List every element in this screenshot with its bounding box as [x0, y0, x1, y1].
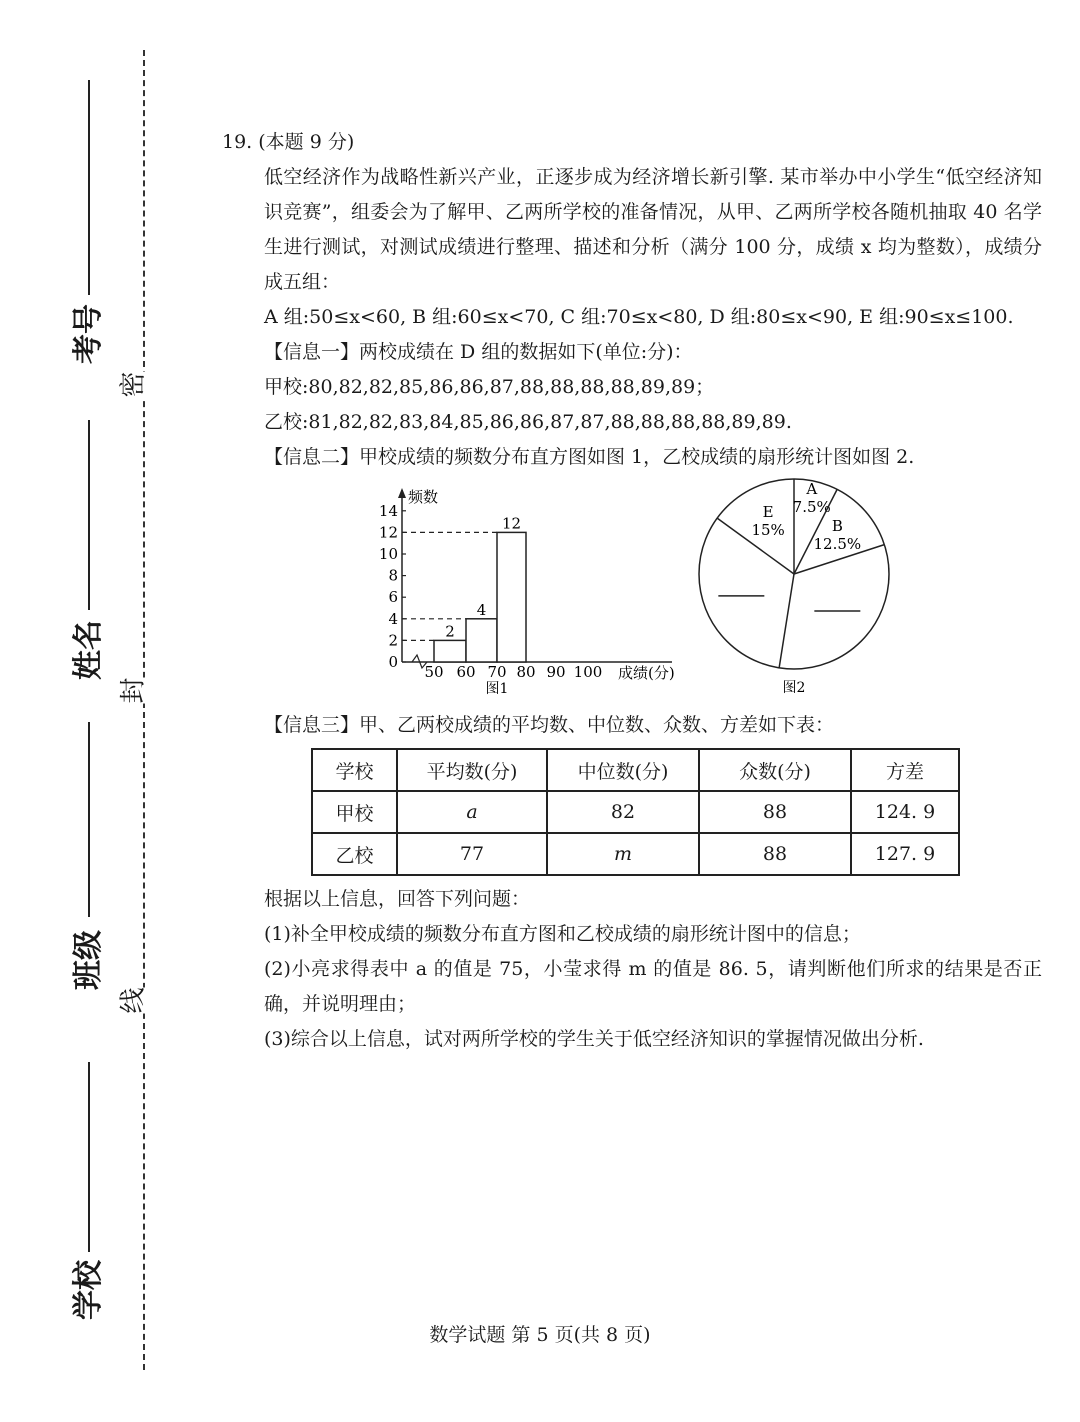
class-label: 班级 — [71, 930, 106, 990]
pie-figure — [690, 478, 910, 698]
bar-value-label: 12 — [501, 514, 522, 533]
x-axis-label: 成绩(分) — [618, 664, 675, 682]
exam-number-label: 考号 — [71, 304, 106, 364]
y-tick-label: 4 — [388, 609, 398, 628]
stats-table — [311, 748, 960, 876]
table-header-row — [312, 749, 959, 791]
name-label: 姓名 — [71, 620, 106, 680]
sub-question-2: (2)小亮求得表中 a 的值是 75，小莹求得 m 的值是 86. 5，请判断他们所求的结果是否正确，并说明理由； — [264, 958, 1042, 1015]
info1-title: 【信息一】两校成绩在 D 组的数据如下(单位:分)： — [264, 341, 693, 363]
sub-question-1: (1)补全甲校成绩的频数分布直方图和乙校成绩的扇形统计图中的信息； — [264, 923, 861, 945]
y-tick-label: 2 — [388, 631, 398, 650]
header-mode: 众数(分) — [699, 749, 851, 791]
y-tick-label: 8 — [388, 566, 398, 585]
pie-slice-label: B — [831, 516, 843, 535]
histogram-bar — [466, 619, 497, 662]
cell-mean: a — [397, 791, 547, 833]
sub-question-3: (3)综合以上信息，试对两所学校的学生关于低空经济知识的掌握情况做出分析. — [264, 1028, 924, 1050]
chart-title: 图1 — [485, 681, 509, 697]
cell-median: m — [547, 833, 699, 875]
y-tick-label: 0 — [388, 653, 398, 671]
prompt: 根据以上信息，回答下列问题： — [264, 888, 531, 910]
y-tick-label: 14 — [378, 501, 398, 520]
question-intro: 低空经济作为战略性新兴产业，正逐步成为经济增长新引擎. 某市举办中小学生“低空经济知识竞赛”，组委会为了解甲、乙两所学校的准备情况，从甲、乙两所学校各随机抽取 40 名学生进行测试，对测试成绩进行整理、描述和分析（满分 100 分，成绩 x 均为整数），成绩分成五组： — [264, 166, 1042, 293]
table-row — [312, 791, 959, 833]
table-row — [312, 833, 959, 875]
pie-slice-label: E — [762, 503, 774, 522]
header-mean: 平均数(分) — [397, 749, 547, 791]
info3-block — [222, 708, 1042, 743]
x-tick-label: 80 — [516, 663, 536, 681]
school-label: 学校 — [71, 1260, 106, 1320]
binding-margin — [0, 0, 190, 1422]
x-tick-label: 90 — [546, 663, 566, 681]
cell-school: 乙校 — [312, 833, 397, 875]
x-tick-label: 100 — [573, 663, 603, 681]
y-tick-label: 6 — [388, 588, 398, 607]
sub-questions — [222, 882, 1042, 1057]
cell-variance: 127. 9 — [851, 833, 959, 875]
info1-jia: 甲校:80,82,82,85,86,86,87,88,88,88,88,89,89； — [264, 376, 715, 398]
histogram-figure — [372, 478, 702, 698]
info3: 【信息三】甲、乙两校成绩的平均数、中位数、众数、方差如下表： — [264, 714, 835, 736]
header-school: 学校 — [312, 749, 397, 791]
y-axis-label: 频数 — [408, 488, 439, 506]
cell-mean: 77 — [397, 833, 547, 875]
header-variance: 方差 — [851, 749, 959, 791]
info1-yi: 乙校:81,82,82,83,84,85,86,86,87,87,88,88,88,88,89,89. — [264, 411, 792, 433]
bar-value-label: 4 — [476, 600, 487, 619]
pie-slice-label: A — [806, 480, 818, 499]
chart-title: 图2 — [782, 680, 806, 696]
question-body — [222, 125, 1042, 475]
x-tick-label: 50 — [424, 663, 444, 681]
exam-number-line — [88, 80, 90, 295]
seal-dashed-line — [143, 50, 145, 1370]
name-line — [88, 420, 90, 610]
histogram-bar — [434, 640, 466, 662]
seal-xian: 线 — [109, 987, 154, 1013]
y-tick-label: 10 — [378, 545, 398, 563]
school-line — [88, 1062, 90, 1252]
pie-slice-percent: 12.5% — [813, 534, 862, 553]
x-tick-label: 60 — [456, 663, 476, 681]
cell-variance: 124. 9 — [851, 791, 959, 833]
score-groups: A 组:50≤x<60, B 组:60≤x<70, C 组:70≤x<80, D 组:80≤x<90, E 组:90≤x≤100. — [264, 306, 1014, 328]
seal-mi: 密 — [109, 371, 154, 397]
cell-school: 甲校 — [312, 791, 397, 833]
info2: 【信息二】甲校成绩的频数分布直方图如图 1，乙校成绩的扇形统计图如图 2. — [264, 446, 915, 468]
bar-value-label: 2 — [445, 622, 455, 641]
cell-mode: 88 — [699, 791, 851, 833]
pie-slice-percent: 7.5% — [792, 498, 831, 517]
header-median: 中位数(分) — [547, 749, 699, 791]
x-tick-label: 70 — [487, 663, 507, 681]
y-tick-label: 12 — [378, 523, 398, 542]
cell-median: 82 — [547, 791, 699, 833]
histogram-bar — [497, 532, 526, 662]
y-axis-arrow — [398, 488, 406, 498]
class-line — [88, 722, 90, 917]
seal-feng: 封 — [109, 677, 154, 703]
cell-mode: 88 — [699, 833, 851, 875]
page-footer: 数学试题 第 5 页(共 8 页) — [429, 1324, 651, 1346]
question-number: 19. (本题 9 分) — [222, 131, 355, 153]
pie-slice-percent: 15% — [751, 521, 785, 540]
